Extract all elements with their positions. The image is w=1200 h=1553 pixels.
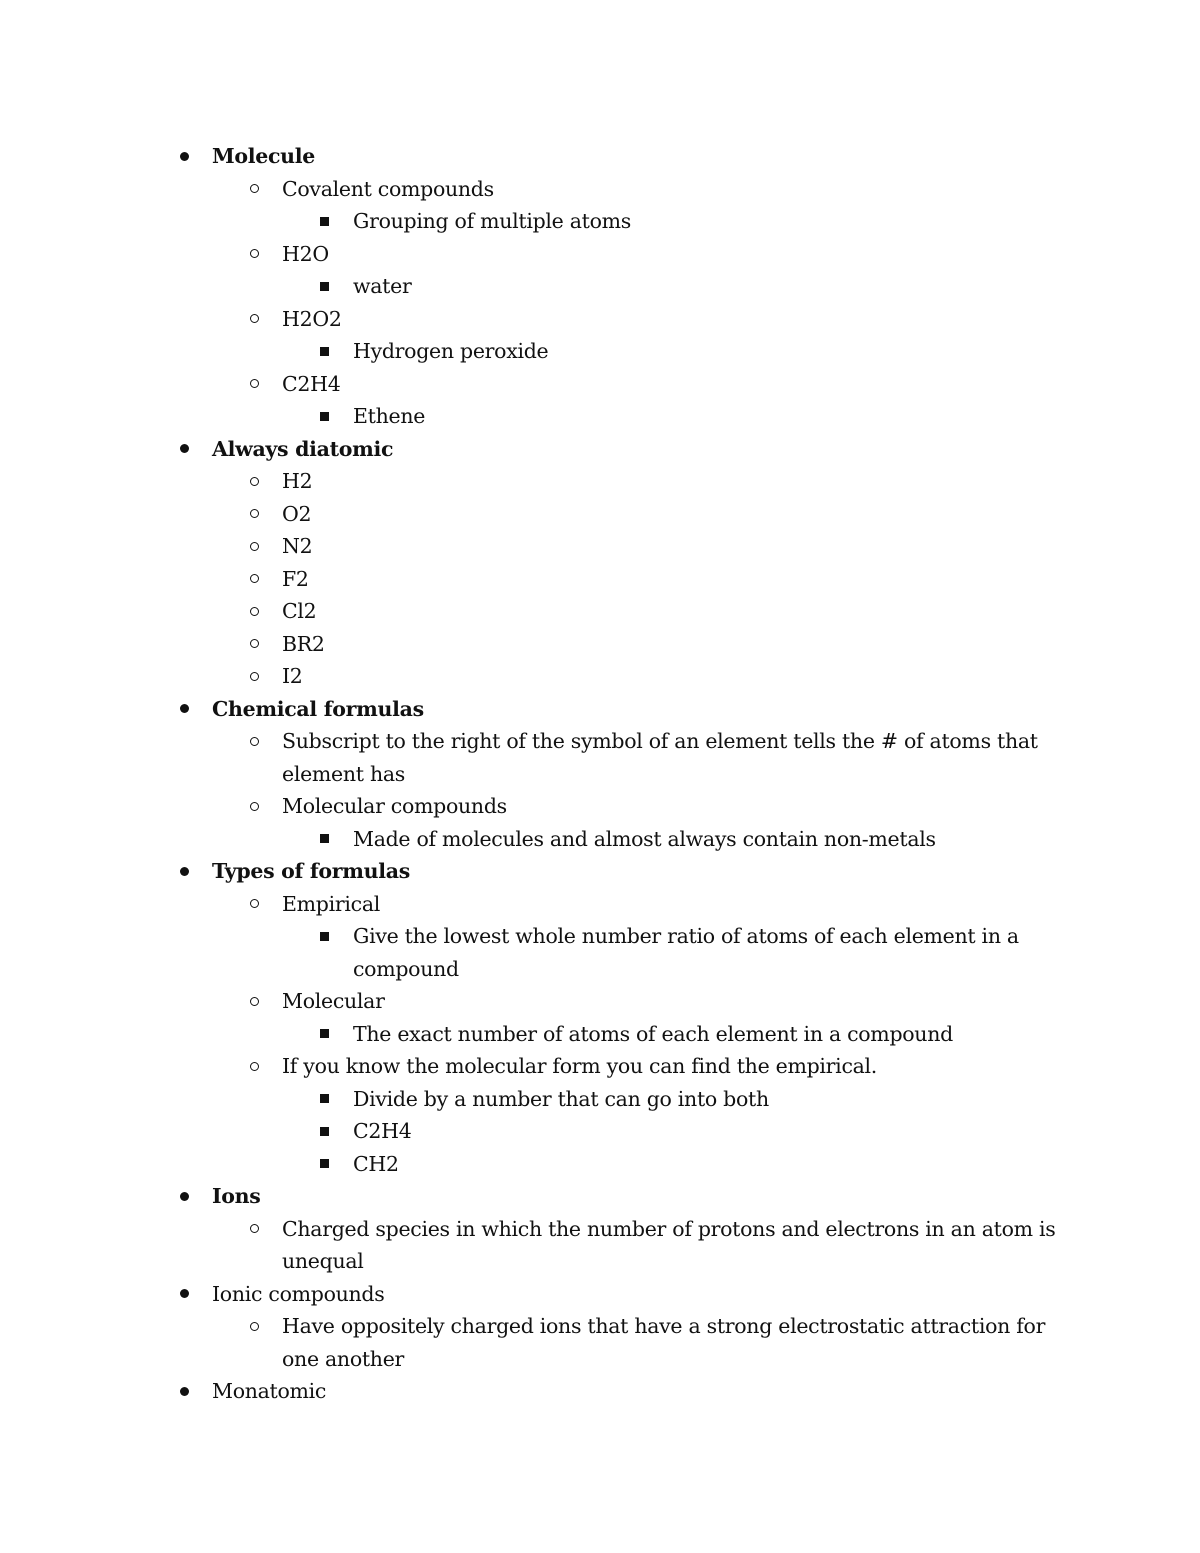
list-item-text: Hydrogen peroxide xyxy=(353,339,549,363)
list-item-level-3 xyxy=(0,205,1053,238)
list-item-level-2 xyxy=(0,1213,1072,1278)
list-item-level-2 xyxy=(0,563,1072,596)
disc-bullet-icon xyxy=(177,1278,191,1311)
list-item-level-2 xyxy=(0,660,1072,693)
list-item-text: If you know the molecular form you can find the empirical. xyxy=(282,1054,878,1078)
bullet-outline xyxy=(0,140,1200,1408)
list-item-text: water xyxy=(353,274,412,298)
list-item-level-2 xyxy=(0,530,1072,563)
disc-bullet-icon xyxy=(177,1180,191,1213)
list-item-level-1 xyxy=(0,140,1072,173)
list-item-text: CH2 xyxy=(353,1151,399,1176)
disc-bullet-icon xyxy=(177,1375,191,1408)
list-item-text: Grouping of multiple atoms xyxy=(353,209,631,233)
list-item-text: Molecular compounds xyxy=(282,794,507,818)
list-item-text: BR2 xyxy=(282,631,325,656)
list-item-level-2 xyxy=(0,1310,1072,1375)
circle-bullet-icon xyxy=(247,1050,261,1083)
list-item-text: Made of molecules and almost always contain non-metals xyxy=(353,826,936,851)
list-item-text: Cl2 xyxy=(282,599,317,623)
square-bullet-icon xyxy=(317,205,331,238)
list-item-level-1 xyxy=(0,433,1072,466)
square-bullet-icon xyxy=(317,335,331,368)
circle-bullet-icon xyxy=(247,1213,261,1246)
list-item-level-3 xyxy=(0,1115,1053,1148)
list-heading: Ionic compounds xyxy=(212,1281,385,1306)
list-item-text: I2 xyxy=(282,664,303,688)
circle-bullet-icon xyxy=(247,173,261,206)
square-bullet-icon xyxy=(317,823,331,856)
list-heading: Monatomic xyxy=(212,1379,327,1403)
list-item-text: C2H4 xyxy=(282,371,341,396)
list-item-text: Have oppositely charged ions that have a strong electrostatic attraction for one another xyxy=(282,1314,1046,1371)
list-item-level-2 xyxy=(0,173,1072,206)
list-item-level-2 xyxy=(0,303,1072,336)
list-item-text: Divide by a number that can go into both xyxy=(353,1086,769,1111)
list-item-level-3 xyxy=(0,920,1053,985)
circle-bullet-icon xyxy=(247,563,261,596)
square-bullet-icon xyxy=(317,1115,331,1148)
square-bullet-icon xyxy=(317,1083,331,1116)
circle-bullet-icon xyxy=(247,303,261,336)
circle-bullet-icon xyxy=(247,660,261,693)
circle-bullet-icon xyxy=(247,985,261,1018)
list-item-level-2 xyxy=(0,985,1072,1018)
square-bullet-icon xyxy=(317,1148,331,1181)
list-heading: Molecule xyxy=(212,144,316,168)
list-item-text: Subscript to the right of the symbol of an element tells the # of atoms that element has xyxy=(282,729,1038,786)
list-item-text: Ethene xyxy=(353,404,426,428)
list-heading: Always diatomic xyxy=(212,436,394,461)
list-item-text: O2 xyxy=(282,501,312,526)
list-heading: Ions xyxy=(212,1184,261,1208)
circle-bullet-icon xyxy=(247,465,261,498)
list-item-level-2 xyxy=(0,595,1072,628)
list-item-level-1 xyxy=(0,855,1072,888)
circle-bullet-icon xyxy=(247,790,261,823)
square-bullet-icon xyxy=(317,270,331,303)
list-item-level-1 xyxy=(0,1375,1072,1408)
list-item-level-2 xyxy=(0,1050,1072,1083)
list-item-text: C2H4 xyxy=(353,1119,412,1143)
list-item-level-2 xyxy=(0,238,1072,271)
list-item-level-3 xyxy=(0,823,1053,856)
disc-bullet-icon xyxy=(177,855,191,888)
list-item-level-2 xyxy=(0,368,1072,401)
list-item-text: H2 xyxy=(282,469,313,493)
list-item-text: The exact number of atoms of each element in a compound xyxy=(353,1021,953,1046)
list-item-text: Give the lowest whole number ratio of atoms of each element in a compound xyxy=(353,924,1019,981)
list-item-level-3 xyxy=(0,1083,1053,1116)
list-item-text: N2 xyxy=(282,534,313,558)
circle-bullet-icon xyxy=(247,498,261,531)
circle-bullet-icon xyxy=(247,888,261,921)
list-item-text: Charged species in which the number of protons and electrons in an atom is unequal xyxy=(282,1216,1056,1273)
square-bullet-icon xyxy=(317,400,331,433)
list-item-level-3 xyxy=(0,270,1053,303)
circle-bullet-icon xyxy=(247,628,261,661)
list-item-level-1 xyxy=(0,1278,1072,1311)
list-item-level-3 xyxy=(0,400,1053,433)
circle-bullet-icon xyxy=(247,238,261,271)
disc-bullet-icon xyxy=(177,140,191,173)
square-bullet-icon xyxy=(317,1018,331,1051)
list-item-level-2 xyxy=(0,790,1072,823)
list-item-level-3 xyxy=(0,1148,1053,1181)
circle-bullet-icon xyxy=(247,530,261,563)
circle-bullet-icon xyxy=(247,725,261,758)
list-item-level-1 xyxy=(0,693,1072,726)
list-heading: Types of formulas xyxy=(212,859,410,883)
list-item-level-2 xyxy=(0,498,1072,531)
list-item-text: H2O2 xyxy=(282,306,342,331)
list-item-level-3 xyxy=(0,335,1053,368)
square-bullet-icon xyxy=(317,920,331,953)
list-item-text: Empirical xyxy=(282,891,380,916)
list-item-text: Covalent compounds xyxy=(282,176,494,201)
list-heading: Chemical formulas xyxy=(212,696,424,721)
circle-bullet-icon xyxy=(247,368,261,401)
circle-bullet-icon xyxy=(247,1310,261,1343)
list-item-level-3 xyxy=(0,1018,1053,1051)
list-item-text: F2 xyxy=(282,566,309,591)
list-item-level-1 xyxy=(0,1180,1072,1213)
list-item-level-2 xyxy=(0,725,1072,790)
list-item-level-2 xyxy=(0,465,1072,498)
disc-bullet-icon xyxy=(177,433,191,466)
disc-bullet-icon xyxy=(177,693,191,726)
list-item-text: Molecular xyxy=(282,989,385,1013)
list-item-level-2 xyxy=(0,888,1072,921)
circle-bullet-icon xyxy=(247,595,261,628)
list-item-level-2 xyxy=(0,628,1072,661)
list-item-text: H2O xyxy=(282,241,329,266)
